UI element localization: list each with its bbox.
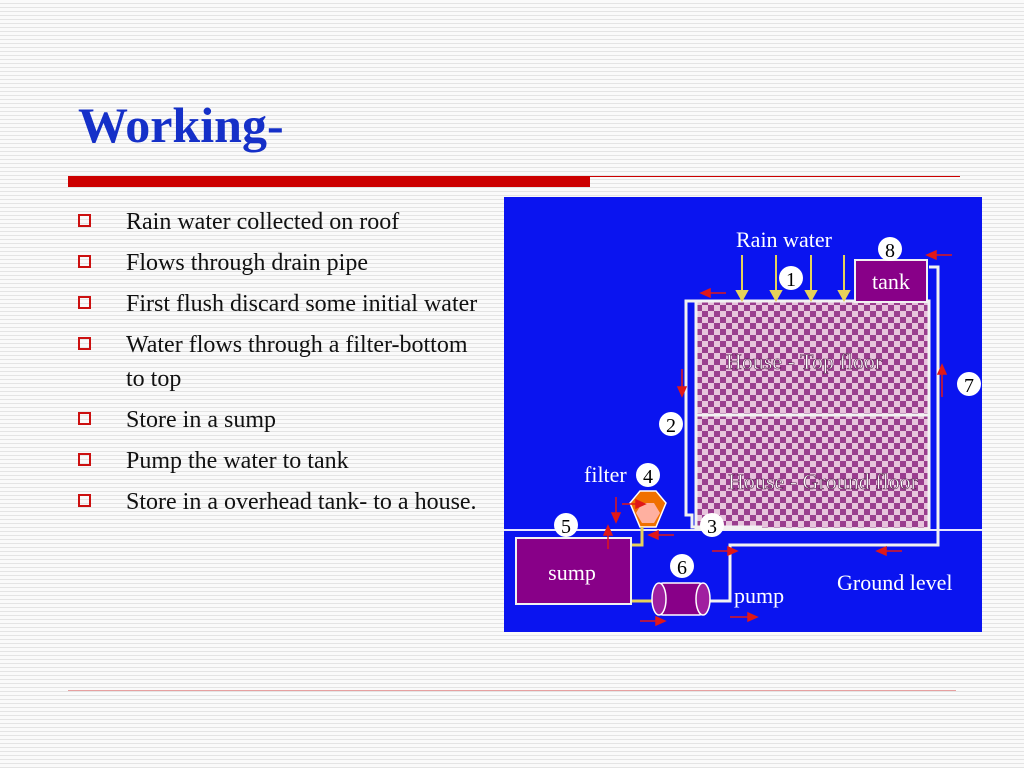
bullet-text: Store in a overhead tank- to a house. <box>126 489 477 515</box>
footer-rule <box>68 690 956 691</box>
tank-label: tank <box>872 269 910 294</box>
bullet-text: Flows through drain pipe <box>126 250 368 276</box>
step-number: 2 <box>666 415 676 437</box>
step-number: 1 <box>786 269 796 291</box>
bullet-item <box>76 287 486 321</box>
filter-label: filter <box>584 462 627 487</box>
step-number: 6 <box>677 557 687 579</box>
title-rule-thick <box>68 176 590 187</box>
bullet-item <box>76 246 486 280</box>
ground-floor-label: House - Ground floor <box>727 469 919 494</box>
bullet-item <box>76 485 486 519</box>
bullet-item <box>76 403 486 437</box>
step-number: 5 <box>561 516 571 538</box>
square-bullet-icon <box>78 412 91 425</box>
house <box>696 301 929 529</box>
bullet-text: First flush discard some initial water <box>126 291 478 317</box>
step-number: 8 <box>885 240 895 262</box>
title-rule-thin <box>590 176 960 177</box>
step-number: 4 <box>643 466 653 488</box>
slide-title: Working- <box>78 97 284 153</box>
ground-level-label: Ground level <box>837 570 953 595</box>
rainwater-harvesting-diagram <box>504 197 982 632</box>
pump-label: pump <box>734 583 785 608</box>
bullet-item <box>76 444 486 478</box>
bullet-text: Pump the water to tank <box>126 448 349 474</box>
step-number: 3 <box>707 516 717 538</box>
bullet-item <box>76 205 486 239</box>
bullet-item <box>76 328 486 396</box>
sump-label: sump <box>548 560 596 585</box>
square-bullet-icon <box>78 214 91 227</box>
square-bullet-icon <box>78 255 91 268</box>
bullet-text: Rain water collected on roof <box>126 209 400 235</box>
step-number: 7 <box>964 375 974 397</box>
top-floor-label: House - Top floor <box>725 349 883 374</box>
rain-water-label: Rain water <box>736 227 832 252</box>
bullet-list <box>76 205 486 526</box>
square-bullet-icon <box>78 296 91 309</box>
square-bullet-icon <box>78 453 91 466</box>
bullet-text: Water flows through a filter-bottom to top <box>126 332 468 392</box>
square-bullet-icon <box>78 337 91 350</box>
square-bullet-icon <box>78 494 91 507</box>
pump-icon <box>652 583 710 615</box>
bullet-text: Store in a sump <box>126 407 276 433</box>
